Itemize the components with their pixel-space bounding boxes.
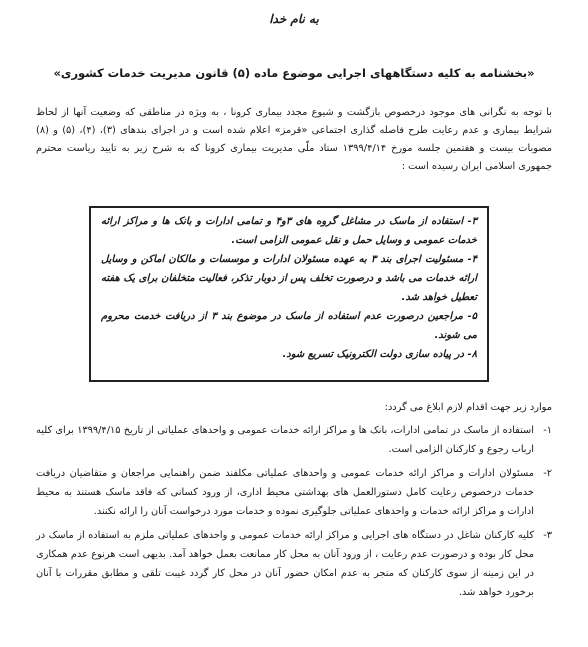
item-text: مسئولان ادارات و مراکز ارائه خدمات عمومی و واحدهای عملیاتی مکلفند ضمن راهنمایی مراجعان و متقاضیان دریافت خدمات درخصوص رعایت کامل دستورالعمل های بهداشتی محیط اداری، از ورود کسانی که فاقد ماسک هستند به محیط ادارات و مراکز ارائه خدمات و واحدهای عملیاتی جلوگیری نموده و خدمات مورد درخواست آنان را ارائه نکنند. — [36, 468, 534, 517]
quoted-resolutions-box — [89, 206, 489, 382]
notice-section — [36, 398, 552, 607]
list-item — [36, 526, 552, 602]
item-text: کلیه کارکنان شاغل در دستگاه های اجرایی و مراکز ارائه خدمات عمومی و واحدهای عملیاتی ملزم به استفاده از ماسک در محل کار بوده و درصورت عدم رعایت ، از ورود آنان به محل کار ممانعت بعمل خواهد آمد. بدیهی است هرنوع عدم همکاری در این زمینه از سوی کارکنان که منجر به عدم امکان حضور آنان در محل کار گردد غیبت تلقی و مطابق مقررات با آنان برخورد خواهد شد. — [36, 530, 534, 598]
resolution-item: ۴- مسئولیت اجرای بند ۳ به عهده مسئولان ادارات و موسسات و مالکان اماکن و وسایل ارائه خدمات می باشد و درصورت تخلف پس از دوبار تذکر، فعالیت متخلفان برای یک هفته تعطیل خواهد شد. — [101, 254, 477, 303]
item-number: ۱- — [543, 425, 552, 436]
notice-lead: موارد زیر جهت اقدام لازم ابلاغ می گردد: — [384, 402, 552, 413]
resolution-item: ۳- استفاده از ماسک در مشاغل گروه های ۳و۴ و تمامی ادارات و بانک ها و مراکز ارائه خدمات عمومی و وسایل حمل و نقل عمومی الزامی است. — [101, 216, 478, 246]
list-item — [36, 421, 552, 459]
list-item — [36, 464, 552, 521]
item-number: ۲- — [543, 468, 552, 479]
resolution-item: ۵- مراجعین درصورت عدم استفاده از ماسک در موضوع بند ۳ از دریافت خدمت محروم می شوند. — [101, 311, 478, 341]
item-text: استفاده از ماسک در تمامی ادارات، بانک ها و مراکز ارائه خدمات عمومی و واحدهای عملیاتی از تاریخ ۱۳۹۹/۴/۱۵ برای کلیه ارباب رجوع و کارکنان الزامی است. — [36, 425, 534, 455]
intro-section — [36, 104, 552, 176]
intro-paragraph: با توجه به نگرانی های موجود درخصوص بازگشت و شیوع مجدد بیماری کرونا ، به ویژه در مناطقی که وضعیت آنها از لحاظ شرایط بیماری و عدم رعایت طرح فاصله گذاری اجتماعی «قرمز» اعلام شده است و در اجرای بندهای (۳)، (۴)، (۵) و (۸) مصوبات بیست و هفتمین جلسه مورخ ۱۳۹۹/۴/۱۴ ستاد ملّی مدیریت بیماری کرونا که به شرح زیر به تایید ریاست محترم جمهوری اسلامی ایران رسیده است : — [36, 107, 553, 172]
item-number: ۳- — [543, 530, 552, 541]
invocation-heading: به نام خدا — [269, 12, 319, 26]
document-title: «بخشنامه به کلیه دستگاههای اجرایی موضوع ماده (۵) قانون مدیریت خدمات کشوری» — [53, 66, 535, 80]
resolution-item: ۸- در پیاده سازی دولت الکترونیک تسریع شود. — [282, 349, 477, 360]
